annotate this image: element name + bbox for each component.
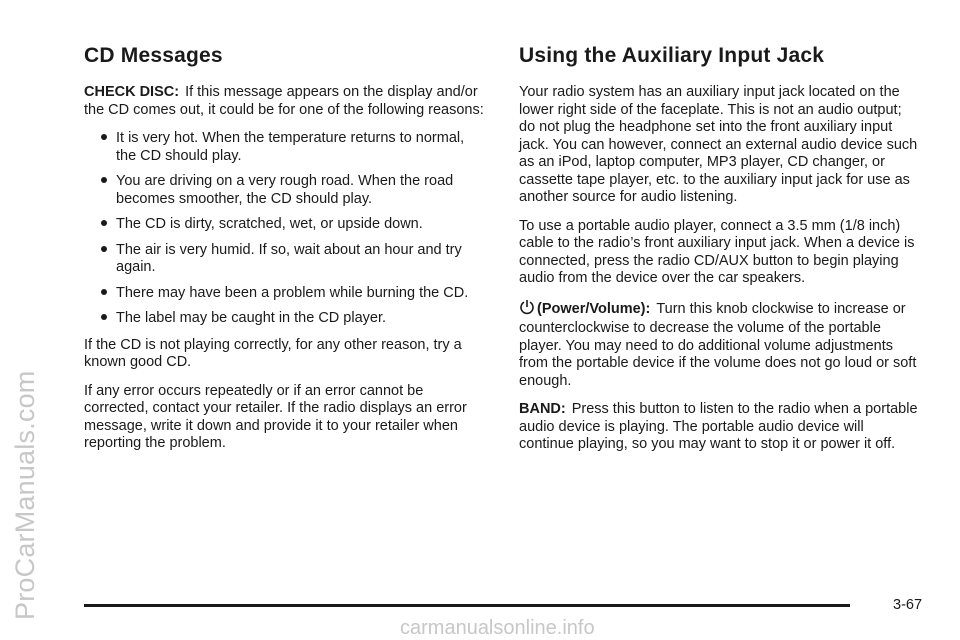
power-volume-paragraph <box>519 299 919 391</box>
power-volume-term: (Power/Volume): <box>537 300 651 317</box>
list-item <box>84 173 484 208</box>
check-disc-term: CHECK DISC: <box>84 84 180 100</box>
list-item <box>84 242 484 277</box>
band-text: Press this button to listen to the radio when a portable audio device is playing. The portable audio device will continue playing, so you may want to stop it or power it off. <box>519 401 918 452</box>
list-item <box>84 130 484 165</box>
aux-intro-paragraph: Your radio system has an auxiliary input jack located on the lower right side of the faceplate. This is not an audio output; do not plug the headphone set into the front auxiliary input jack. You can however, connect an external audio device such as an iPod, laptop computer, MP3 player, CD changer, or cassette tape player, etc. to the auxiliary input jack for use as another source for audio listening. <box>519 84 918 205</box>
cd-messages-section <box>84 44 484 464</box>
list-item-text: There may have been a problem while burning the CD. <box>116 284 469 301</box>
error-paragraph: If any error occurs repeatedly or if an error cannot be corrected, contact your retailer. If the radio displays an error message, write it down and provide it to your retailer when reporting the problem. <box>84 382 467 451</box>
check-disc-paragraph <box>84 84 484 119</box>
list-item <box>84 216 484 234</box>
aux-input-heading: Using the Auxiliary Input Jack <box>519 44 825 67</box>
bullet-icon <box>101 314 107 320</box>
list-item-text: The air is very humid. If so, wait about an hour and try again. <box>116 241 462 275</box>
check-disc-text: If this message appears on the display and/or the CD comes out, it could be for one of the following reasons: <box>84 84 484 118</box>
power-volume-text: Turn this knob clockwise to increase or counterclockwise to decrease the volume of the portable player. You may need to do additional volume adjustments from the portable device if the volume does not go loud or soft enough. <box>519 300 917 389</box>
cd-messages-heading: CD Messages <box>84 44 223 67</box>
reasons-list <box>84 130 484 328</box>
aux-input-section <box>519 44 919 465</box>
side-watermark: ProCarManuals.com <box>10 370 40 620</box>
list-item-text: The CD is dirty, scratched, wet, or upside down. <box>116 216 423 232</box>
known-good-cd-paragraph: If the CD is not playing correctly, for any other reason, try a known good CD. <box>84 336 462 370</box>
footer-rule <box>84 604 850 607</box>
list-item <box>84 310 484 328</box>
list-item-text: It is very hot. When the temperature returns to normal, the CD should play. <box>116 130 465 164</box>
band-paragraph <box>519 401 919 454</box>
bullet-icon <box>101 289 107 295</box>
list-item <box>84 285 484 303</box>
band-term: BAND: <box>519 401 566 417</box>
bullet-icon <box>101 246 107 252</box>
power-icon <box>519 299 535 321</box>
page-number: 3-67 <box>893 597 923 613</box>
list-item-text: You are driving on a very rough road. When the road becomes smoother, the CD should play. <box>116 173 454 207</box>
bullet-icon <box>101 220 107 226</box>
bullet-icon <box>101 177 107 183</box>
bullet-icon <box>101 134 107 140</box>
list-item-text: The label may be caught in the CD player. <box>116 310 387 326</box>
aux-usage-paragraph: To use a portable audio player, connect a 3.5 mm (1/8 inch) cable to the radio’s front auxiliary input jack. When a device is connected, press the radio CD/AUX button to begin playing audio from the device over the car speakers. <box>519 217 915 286</box>
footer-watermark: carmanualsonline.info <box>400 617 595 639</box>
